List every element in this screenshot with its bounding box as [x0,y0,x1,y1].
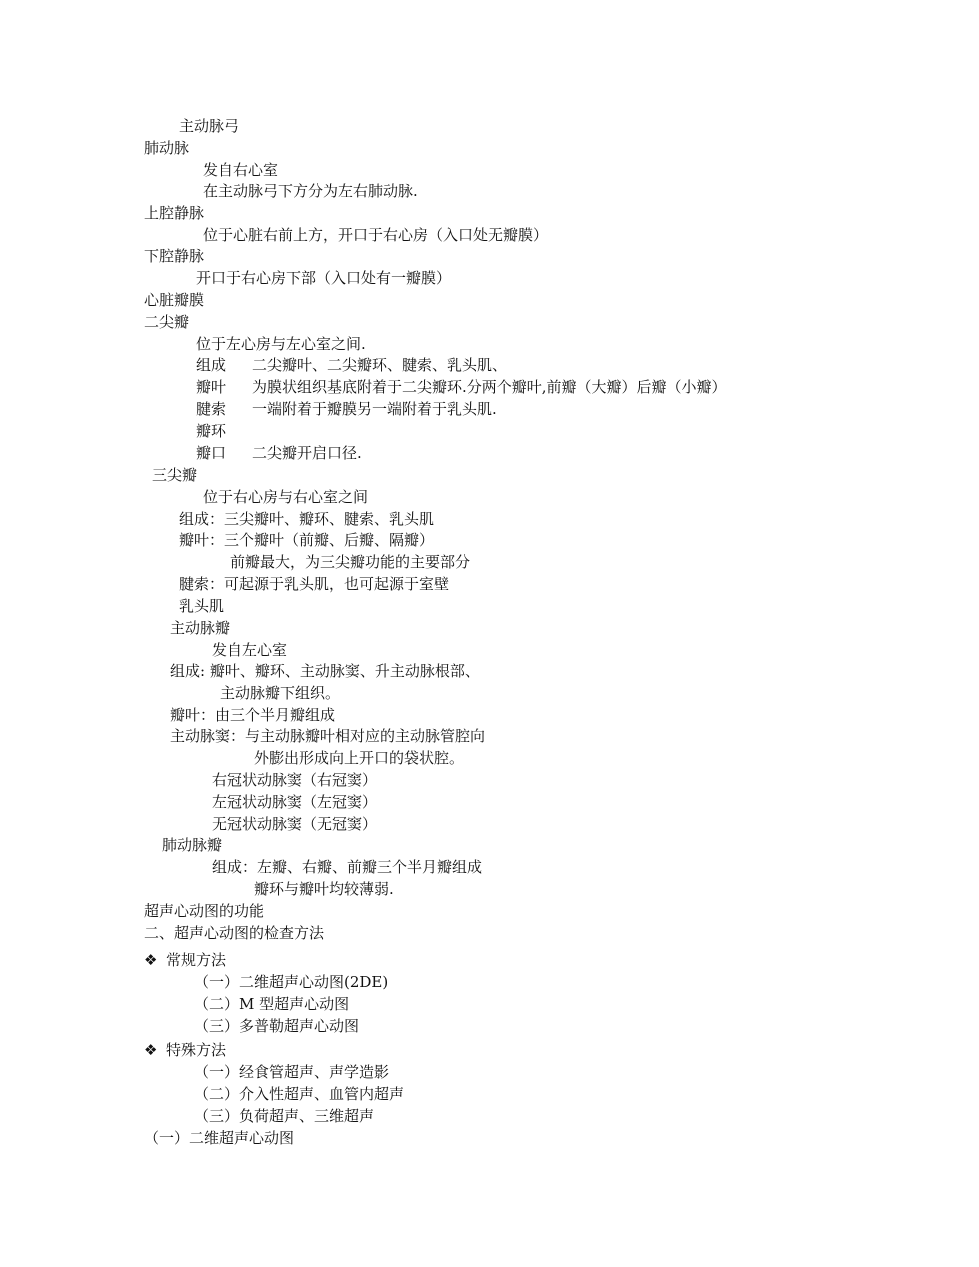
term-label: 瓣口 [196,444,227,462]
text-line: 组成：三尖瓣叶、瓣环、腱索、乳头肌 [179,510,435,528]
text-line: 乳头肌 [179,597,225,615]
text-line: 外膨出形成向上开口的袋状腔。 [254,749,465,767]
text-line: 主动脉瓣下组织。 [220,684,341,702]
text-line: 瓣环与瓣叶均较薄弱. [254,880,394,898]
heading-aortic-arch: 主动脉弓 [179,117,240,135]
text-line: 位于左心房与左心室之间. [196,335,366,353]
four-diamond-icon: ❖ [144,951,158,969]
text-line: 发自左心室 [212,641,288,659]
mitral-term-row [196,377,727,397]
list-item: （三）负荷超声、三维超声 [194,1107,375,1125]
heading-superior-vena-cava: 上腔静脉 [144,204,205,222]
text-line: 组成：左瓣、右瓣、前瓣三个半月瓣组成 [212,858,483,876]
heading-2de: （一）二维超声心动图 [144,1129,295,1147]
mitral-term-row [196,421,252,441]
heading-heart-valves: 心脏瓣膜 [144,291,205,309]
heading-echo-function: 超声心动图的功能 [144,902,265,920]
text-line: 左冠状动脉窦（左冠窦） [212,793,378,811]
heading-tricuspid-valve: 三尖瓣 [152,466,198,484]
mitral-term-row [196,399,497,419]
heading-aortic-valve: 主动脉瓣 [170,619,231,637]
text-line: 组成: 瓣叶、瓣环、主动脉窦、升主动脉根部、 [170,662,480,680]
bullet-special-methods [144,1040,226,1060]
mitral-term-row [196,443,362,463]
bullet-label: 常规方法 [166,951,227,969]
text-line: 腱索：可起源于乳头肌，也可起源于室壁 [179,575,450,593]
term-desc: 一端附着于瓣膜另一端附着于乳头肌. [252,400,497,418]
text-line: 在主动脉弓下方分为左右肺动脉. [203,182,418,200]
bullet-routine-methods [144,950,226,970]
heading-pulmonary-artery: 肺动脉 [144,139,190,157]
four-diamond-icon: ❖ [144,1041,158,1059]
text-line: 瓣叶：三个瓣叶（前瓣、后瓣、隔瓣） [179,531,435,549]
list-item: （二）M 型超声心动图 [194,995,350,1013]
list-item: （二）介入性超声、血管内超声 [194,1085,405,1103]
bullet-label: 特殊方法 [166,1041,227,1059]
text-line: 发自右心室 [203,161,279,179]
heading-mitral-valve: 二尖瓣 [144,313,190,331]
text-line: 位于心脏右前上方，开口于右心房（入口处无瓣膜） [203,226,549,244]
term-label: 腱索 [196,400,227,418]
heading-pulmonary-valve: 肺动脉瓣 [162,836,223,854]
text-line: 前瓣最大，为三尖瓣功能的主要部分 [230,553,471,571]
mitral-term-row [196,355,507,375]
term-desc: 二尖瓣开启口径. [252,444,362,462]
list-item: （三）多普勒超声心动图 [194,1017,360,1035]
heading-echo-methods: 二、超声心动图的检查方法 [144,924,325,942]
term-label: 组成 [196,356,227,374]
text-line: 位于右心房与右心室之间 [203,488,369,506]
term-label: 瓣环 [196,422,227,440]
text-line: 右冠状动脉窦（右冠窦） [212,771,378,789]
text-line: 瓣叶：由三个半月瓣组成 [170,706,336,724]
heading-inferior-vena-cava: 下腔静脉 [144,247,205,265]
term-desc: 为膜状组织基底附着于二尖瓣环.分两个瓣叶,前瓣（大瓣）后瓣（小瓣） [252,378,727,396]
list-item: （一）二维超声心动图(2DE) [194,973,389,991]
list-item: （一）经食管超声、声学造影 [194,1063,390,1081]
text-line: 主动脉窦：与主动脉瓣叶相对应的主动脉管腔向 [170,727,486,745]
text-line: 开口于右心房下部（入口处有一瓣膜） [196,269,452,287]
term-desc: 二尖瓣叶、二尖瓣环、腱索、乳头肌、 [252,356,508,374]
text-line: 无冠状动脉窦（无冠窦） [212,815,378,833]
term-label: 瓣叶 [196,378,227,396]
